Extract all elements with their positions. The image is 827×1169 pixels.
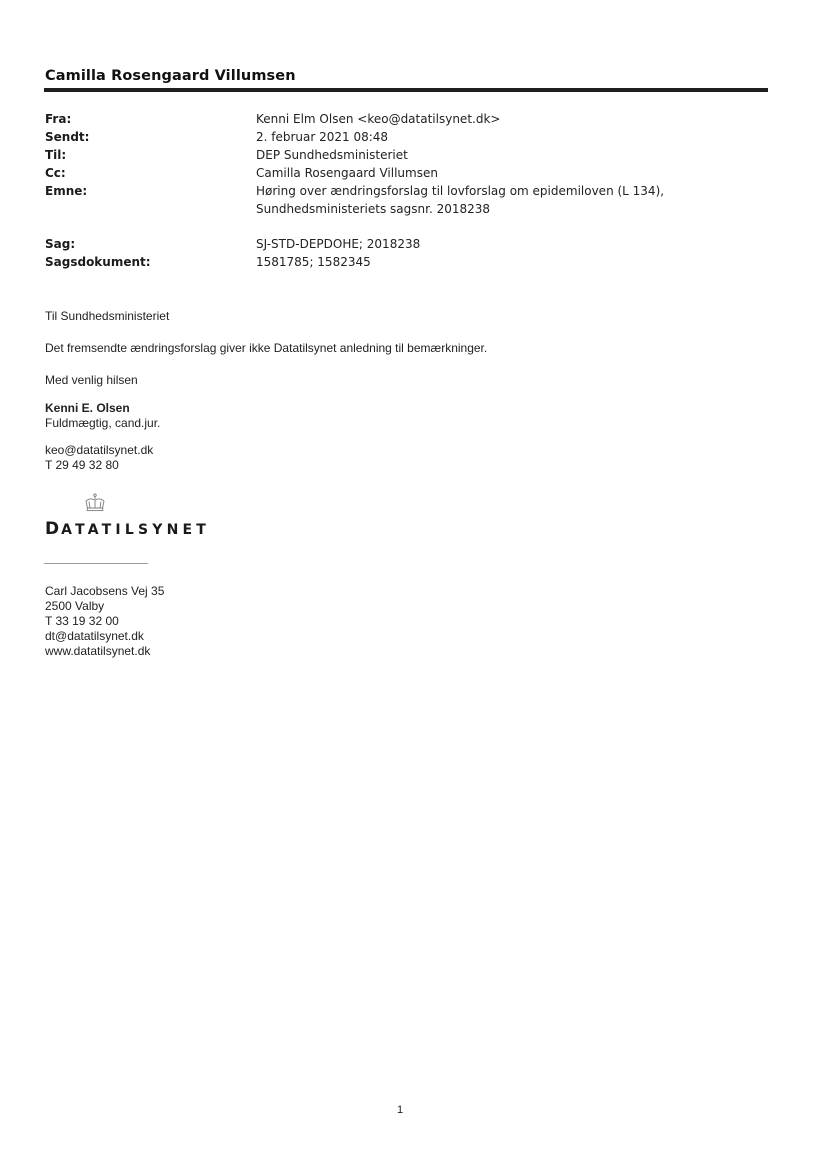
meta-label-to: Til: (45, 148, 67, 162)
meta-value-subject-line1: Høring over ændringsforslag til lovforslag om epidemiloven (L 134), (256, 184, 665, 198)
signature-contact (45, 443, 745, 473)
meta-value-subject (256, 182, 745, 218)
page-number: 1 (397, 1104, 404, 1116)
meta-value-subject-line2: Sundhedsministeriets sagsnr. 2018238 (256, 202, 491, 216)
meta-label-case: Sag: (45, 237, 76, 251)
signature-title: Fuldmægtig, cand.jur. (45, 416, 161, 430)
meta-label-sent: Sendt: (45, 130, 90, 144)
meta-label-from: Fra: (45, 112, 72, 126)
email-body (45, 309, 745, 473)
meta-row-case-document (45, 253, 745, 271)
signature-phone: T 29 49 32 80 (45, 458, 119, 472)
logo-initial: D (45, 519, 62, 539)
address-city: 2500 Valby (45, 599, 105, 613)
sender-address (45, 584, 164, 659)
meta-row-sent (45, 128, 745, 146)
header-rule (44, 88, 768, 92)
signature-email: keo@datatilsynet.dk (45, 443, 154, 457)
meta-label-case-document: Sagsdokument: (45, 255, 151, 269)
signature (45, 401, 745, 431)
meta-value-case-document: 1581785; 1582345 (256, 255, 371, 269)
logo-rest: ATATILSYNET (61, 522, 211, 538)
meta-value-from: Kenni Elm Olsen <keo@datatilsynet.dk> (256, 112, 501, 126)
header-recipient-name: Camilla Rosengaard Villumsen (45, 68, 296, 84)
greeting: Til Sundhedsministeriet (45, 309, 170, 323)
meta-value-sent: 2. februar 2021 08:48 (256, 130, 389, 144)
logo-divider (44, 563, 148, 564)
meta-row-case (45, 235, 745, 253)
email-metadata (45, 110, 745, 271)
logo-wordmark (45, 519, 210, 539)
meta-value-case: SJ-STD-DEPDOHE; 2018238 (256, 237, 421, 251)
signature-name: Kenni E. Olsen (45, 401, 130, 415)
message: Det fremsendte ændringsforslag giver ikke Datatilsynet anledning til bemærkninger. (45, 341, 488, 355)
meta-label-cc: Cc: (45, 166, 66, 180)
address-street: Carl Jacobsens Vej 35 (45, 584, 165, 598)
meta-row-subject (45, 182, 745, 218)
meta-row-to (45, 146, 745, 164)
crown-icon (83, 493, 107, 513)
address-phone: T 33 19 32 00 (45, 614, 119, 628)
meta-gap (45, 218, 745, 235)
address-email: dt@datatilsynet.dk (45, 629, 144, 643)
meta-value-cc: Camilla Rosengaard Villumsen (256, 166, 438, 180)
meta-value-to: DEP Sundhedsministeriet (256, 148, 408, 162)
meta-row-from (45, 110, 745, 128)
meta-row-cc (45, 164, 745, 182)
closing: Med venlig hilsen (45, 373, 138, 387)
address-web: www.datatilsynet.dk (45, 644, 151, 658)
meta-label-subject: Emne: (45, 184, 88, 198)
